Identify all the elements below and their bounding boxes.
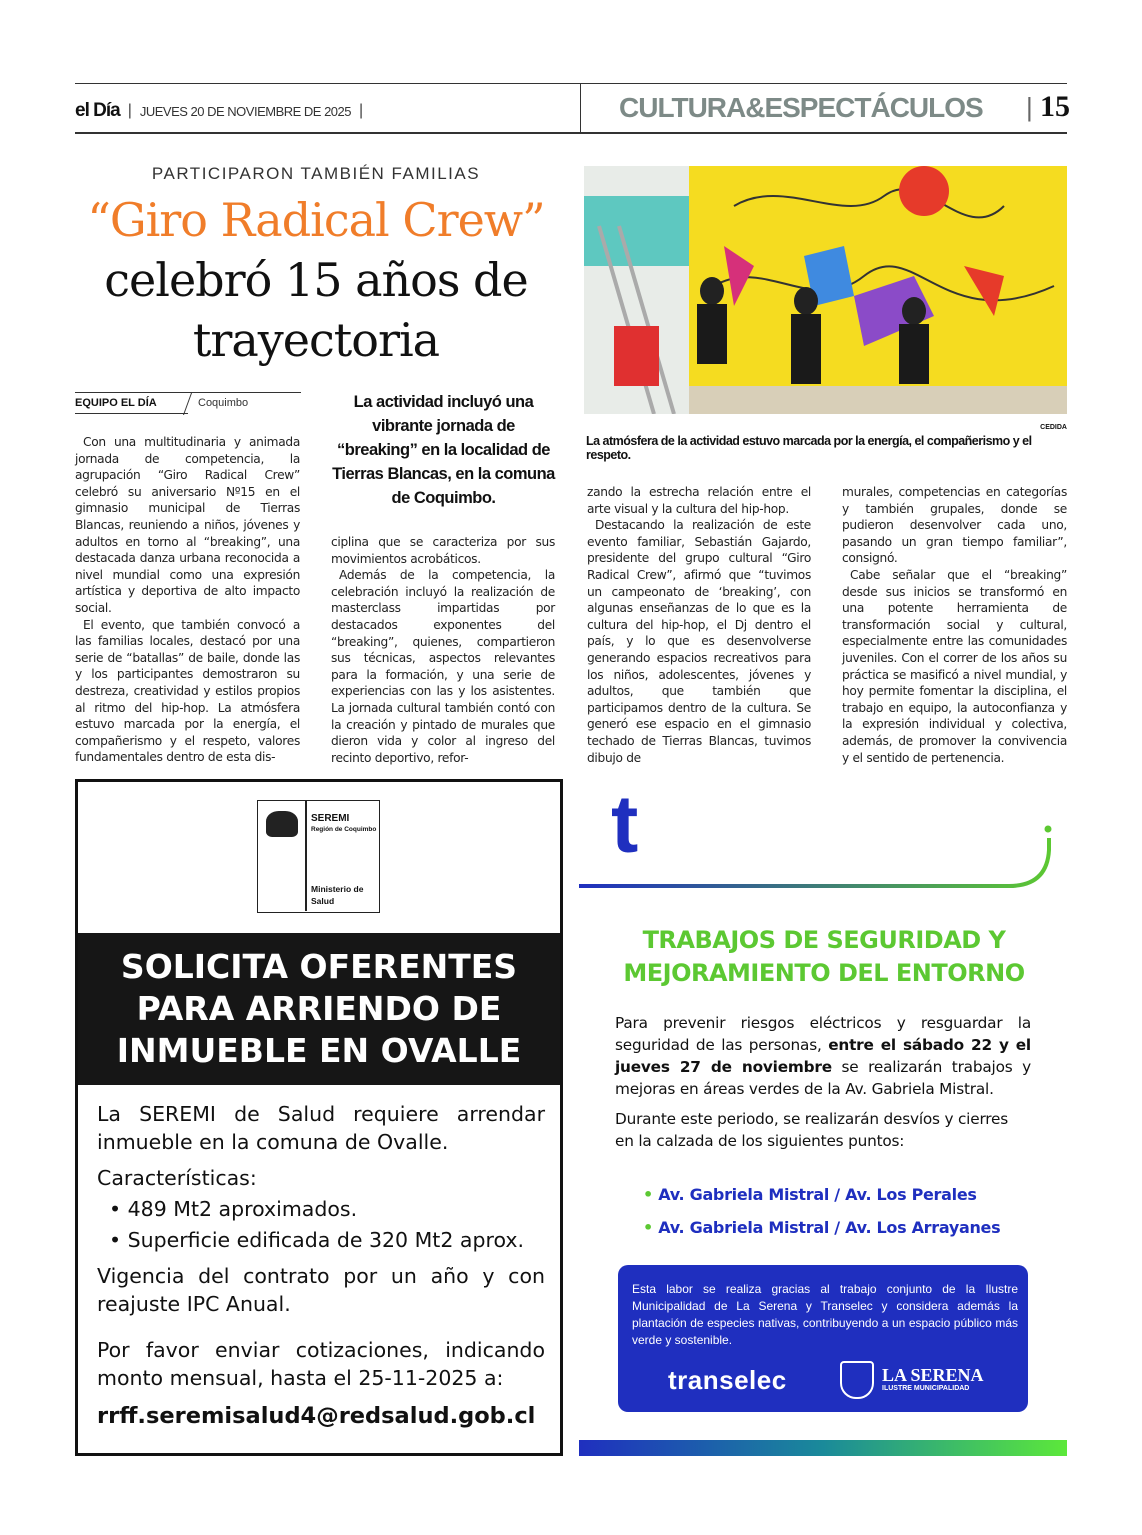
seremi-request: Por favor enviar cotizaciones, indicando monto mensual, hasta el 25-11-2025 a: — [97, 1338, 545, 1390]
seremi-logo — [257, 800, 380, 913]
article-column-2 — [331, 534, 555, 766]
logo-title: SEREMI — [311, 813, 350, 824]
title-accent: “Giro Radical Crew” — [87, 193, 545, 247]
paragraph: murales, competencias en categorías y también grupales, donde se pudieron desenvolver cada uno, pasando un gran tiempo familiar”, consignó. — [842, 485, 1067, 566]
feature-item: • 489 Mt2 aproximados. — [109, 1197, 358, 1221]
paragraph: Cabe señalar que el “breaking” desde sus inicios se transformó en una potente herramienta de transformación social y cultural, especialmente entre las comunidades juveniles. Con el correr de los años su práctica se masificó a nivel mundial, y hoy permite fomentar la disciplina, el trabajo en equipo, la autoconfianza y la expresión individual y colectiva, además, de promover la convivencia y el sentido de pertenencia. — [842, 567, 1067, 765]
article-column-1 — [75, 434, 300, 766]
paragraph: zando la estrecha relación entre el arte visual y la cultura del hip-hop. — [587, 485, 811, 516]
seremi-contract: Vigencia del contrato por un año y con reajuste IPC Anual. — [97, 1264, 545, 1316]
headline-block — [75, 164, 557, 370]
coat-of-arms-icon — [266, 811, 298, 837]
transelec-paragraph-1: Para prevenir riesgos eléctricos y resguardar la seguridad de las personas, entre el sábado 22 y el jueves 27 de noviembre se realizarán trabajos y mejoras en áreas verdes de la Av. Gabriela Mistral. — [615, 1014, 1031, 1098]
header-top-rule — [75, 83, 1067, 84]
la-serena-sub: ILUSTRE MUNICIPALIDAD — [882, 1385, 970, 1392]
byline-author: EQUIPO EL DÍA — [75, 397, 157, 409]
byline-location: Coquimbo — [198, 397, 249, 409]
pull-quote: La actividad incluyó una vibrante jornada de “breaking” en la localidad de Tierras Blancas, en la comuna de Coquimbo. — [332, 393, 555, 507]
brand-logo: el Día — [75, 100, 120, 121]
paragraph: El evento, que también convocó a las familias locales, destacó por una serie de “batallas” de baile, donde las y los participantes demostraron su destreza, creatividad y estilos propios al ritmo del hip-hop. La atmósfera estuvo marcada por la energía, el compañerismo y el respeto, valores fundamentales dentro de esta dis- — [75, 617, 300, 765]
logo-ministry: Ministerio de Salud — [311, 884, 364, 906]
article-photo — [584, 166, 1067, 414]
header-bottom-rule — [75, 132, 1067, 134]
transelec-paragraph-2: Durante este periodo, se realizarán desvíos y cierres en la calzada de los siguientes puntos: — [615, 1110, 1008, 1150]
photo-caption: La atmósfera de la actividad estuvo marcada por la energía, el compañerismo y el respeto. — [586, 434, 1032, 462]
transelec-ad — [579, 779, 1067, 1460]
article-column-3 — [587, 484, 811, 766]
brand-line — [579, 820, 1067, 890]
header-divider — [580, 83, 581, 133]
title-line: trayectoria — [192, 313, 440, 367]
closure-point: • Av. Gabriela Mistral / Av. Los Perales — [643, 1185, 977, 1204]
paragraph: Con una multitudinaria y animada jornada de competencia, la agrupación “Giro Radical Crew” celebró su aniversario Nº15 en el gimnasio municipal de Tierras Blancas, reuniendo a niños, jóvenes y adultos en torno al “breaking”, una destacada danza urbana reconocida a nivel mundial como una expresión artística y deportiva de alto impacto social. — [75, 435, 300, 615]
seremi-intro: La SEREMI de Salud requiere arrendar inmueble en la comuna de Ovalle. — [97, 1102, 545, 1154]
section-title: CULTURA&ESPECTÁCULOS — [619, 92, 983, 123]
closure-point: • Av. Gabriela Mistral / Av. Los Arrayanes — [643, 1218, 1001, 1237]
la-serena-brand: LA SERENA — [882, 1365, 984, 1385]
transelec-brand: transelec — [668, 1365, 787, 1395]
transelec-headline: TRABAJOS DE SEGURIDAD Y MEJORAMIENTO DEL ENTORNO — [623, 926, 1025, 987]
page-number: 15 — [1040, 90, 1070, 123]
seremi-headline: SOLICITA OFERENTES PARA ARRIENDO DE INMUEBLE EN OVALLE — [78, 933, 560, 1085]
transelec-logo-icon: t — [611, 779, 639, 870]
kicker: PARTICIPARON TAMBIÉN FAMILIAS — [151, 164, 481, 183]
paragraph: ciplina que se caracteriza por sus movimientos acrobáticos. — [331, 535, 555, 566]
header-left: el Día | JUEVES 20 DE NOVIEMBRE DE 2025 | — [75, 100, 364, 121]
paragraph: Además de la competencia, la celebración incluyó la realización de masterclass impartidas por destacados exponentes del “breaking”, quienes, compartieron sus técnicas, aspectos relevantes para la formación, y una serie de experiencias con las y los asistentes. La jornada cultural también contó con la creación y pintado de murales que dieron vida y color al ingreso del recinto deportivo, refor- — [331, 568, 555, 765]
seremi-email[interactable]: rrff.seremisalud4@redsalud.gob.cl — [97, 1403, 536, 1429]
article-column-4 — [842, 484, 1067, 766]
features-label: Características: — [97, 1166, 257, 1190]
seremi-ad — [75, 779, 563, 1456]
la-serena-crest-icon — [840, 1361, 874, 1399]
header-date: JUEVES 20 DE NOVIEMBRE DE 2025 — [139, 103, 352, 119]
logo-region: Región de Coquimbo — [311, 826, 377, 833]
byline — [75, 392, 301, 414]
photo-credit: CEDIDA — [1040, 424, 1067, 431]
title-line: celebró 15 años de — [104, 253, 528, 307]
sponsor-box: Esta labor se realiza gracias al trabajo conjunto de la Ilustre Municipalidad de La Serena y Transelec y considera además la plantación de especies nativas, contribuyendo a un espacio público más verde y sostenible. transelec LA SERENA ILUSTRE MUNICIPALIDAD — [618, 1265, 1028, 1412]
gradient-bar — [579, 1440, 1067, 1456]
paragraph: Destacando la realización de este evento familiar, Sebastián Gajardo, presidente del grupo cultural “Giro Radical Crew”, afirmó que “tuvimos un campeonato de ‘breaking’, con algunas enseñanzas de lo que es la cultura del hip-hop, el Dj dentro el país, y lo que es desenvolverse generando espacios recreativos para los niños, adolescentes, jóvenes y adultos, que también que participamos dentro de la cultura. Se generó ese espacio en el gimnasio techado de Tierras Blancas, tuvimos dibujo de — [587, 518, 811, 765]
feature-item: • Superficie edificada de 320 Mt2 aprox. — [109, 1228, 525, 1252]
